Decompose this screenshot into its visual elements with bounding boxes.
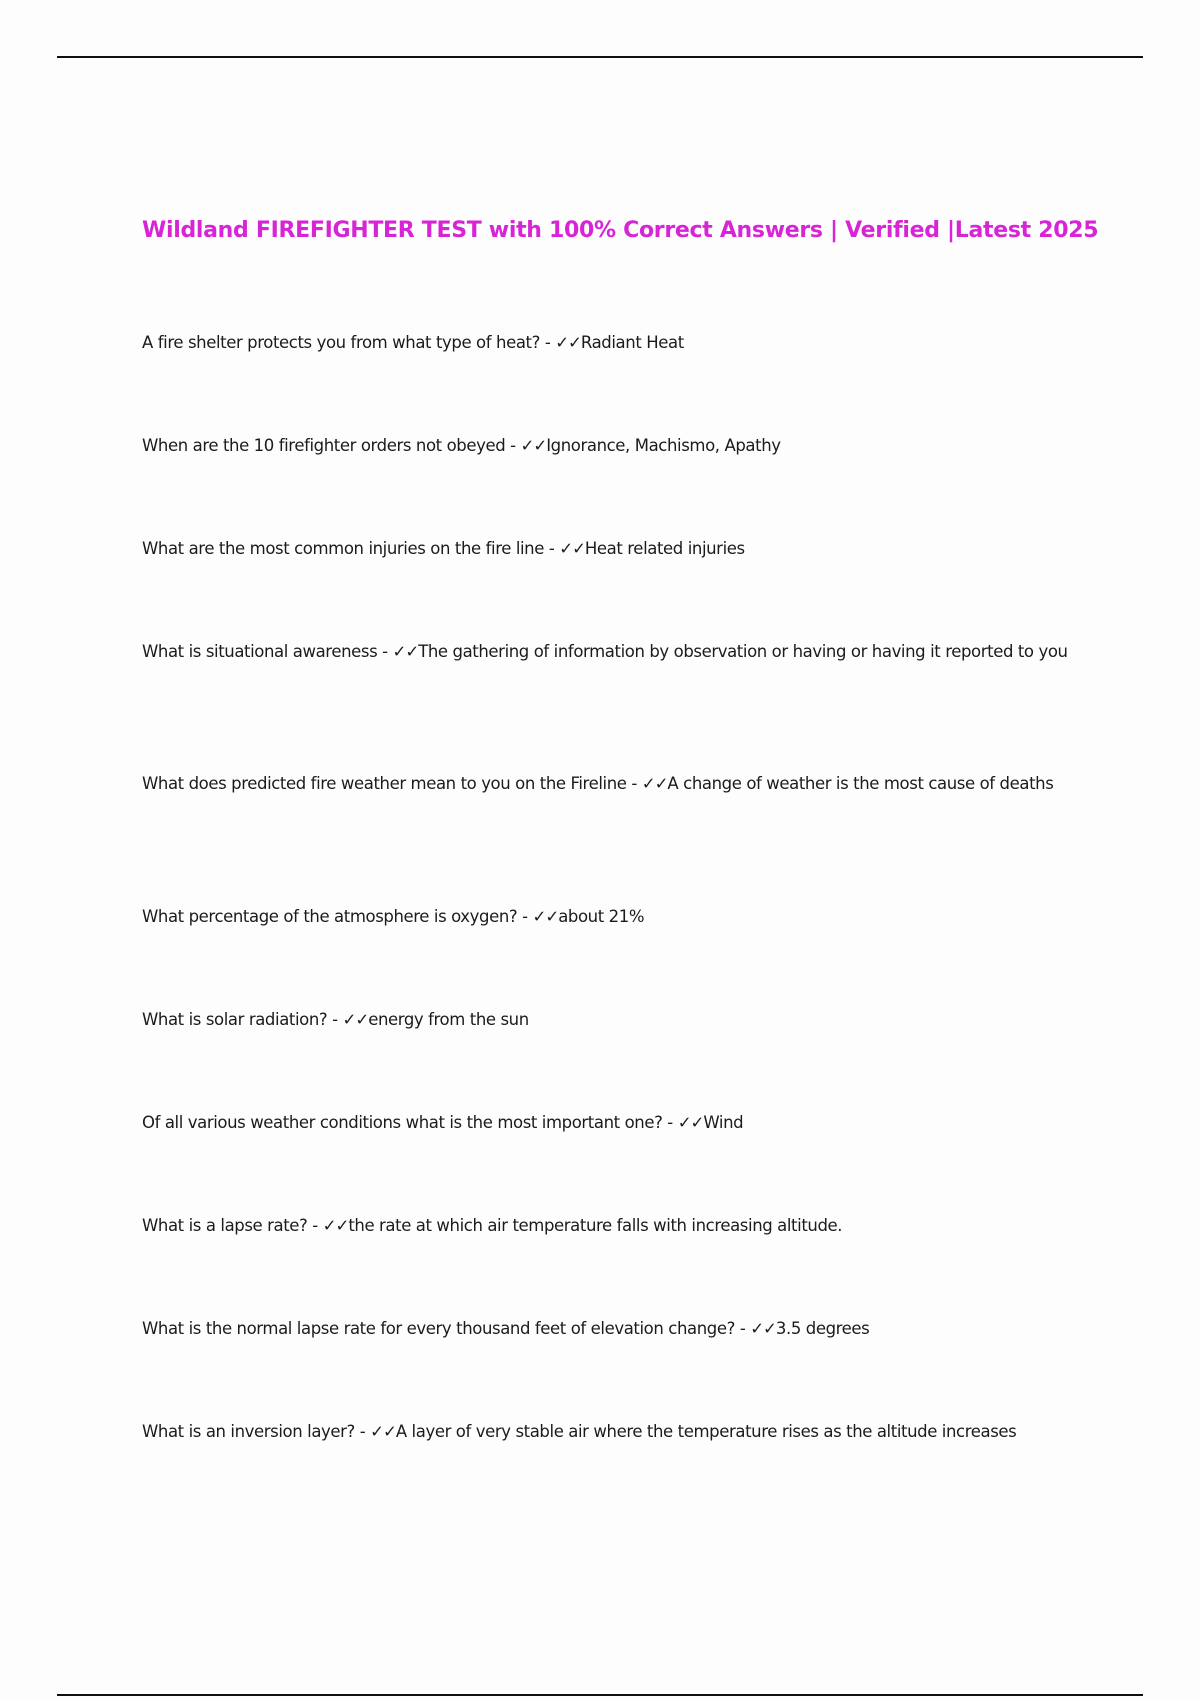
qa-item [142, 1107, 1072, 1138]
answer-text: Ignorance, Machismo, Apathy [546, 436, 781, 455]
answer-text: Radiant Heat [580, 333, 684, 352]
question-text: When are the 10 firefighter orders not obeyed [142, 436, 506, 455]
qa-item [142, 636, 1072, 667]
qa-item [142, 901, 1072, 932]
check-mark-icon: ✓✓ [322, 1216, 349, 1235]
header-rule [57, 56, 1143, 58]
answer-text: about 21% [558, 907, 645, 926]
question-text: Of all various weather conditions what is the most important one? [142, 1113, 663, 1132]
question-text: What percentage of the atmosphere is oxygen? [142, 907, 518, 926]
check-mark-icon: ✓✓ [559, 539, 585, 558]
qa-item [142, 1313, 1072, 1344]
separator: - [662, 1113, 678, 1132]
qa-item [142, 1004, 1072, 1035]
check-mark-icon: ✓✓ [677, 1113, 704, 1132]
answer-text: Heat related injuries [584, 539, 745, 558]
qa-item [142, 1210, 1072, 1241]
check-mark-icon: ✓✓ [520, 436, 547, 455]
question-text: What is the normal lapse rate for every thousand feet of elevation change? [142, 1319, 735, 1338]
question-text: What is an inversion layer? [142, 1422, 355, 1441]
separator: - [517, 907, 533, 926]
question-text: What are the most common injuries on the fire line [142, 539, 544, 558]
answer-text: Wind [703, 1113, 744, 1132]
footer-rule [57, 1694, 1143, 1696]
qa-item [142, 533, 1072, 564]
qa-item [142, 1416, 1072, 1447]
question-text: What is solar radiation? [142, 1010, 328, 1029]
separator: - [544, 539, 560, 558]
question-text: What is situational awareness [142, 642, 378, 661]
answer-text: A change of weather is the most cause of deaths [667, 774, 1054, 793]
separator: - [505, 436, 521, 455]
answer-text: The gathering of information by observation or having or having it reported to you [418, 642, 1068, 661]
separator: - [626, 774, 642, 793]
question-text: What is a lapse rate? [142, 1216, 308, 1235]
separator: - [354, 1422, 371, 1441]
qa-item [142, 327, 1072, 358]
check-mark-icon: ✓✓ [392, 642, 419, 661]
check-mark-icon: ✓✓ [750, 1319, 776, 1338]
check-mark-icon: ✓✓ [555, 333, 581, 352]
question-text: A fire shelter protects you from what type of heat? [142, 333, 540, 352]
document-title: Wildland FIREFIGHTER TEST with 100% Correct Answers | Verified |Latest 2025 [142, 218, 1099, 243]
answer-text: A layer of very stable air where the temperature rises as the altitude increases [395, 1422, 1017, 1441]
qa-item [142, 768, 1072, 799]
check-mark-icon: ✓✓ [641, 774, 668, 793]
answer-text: 3.5 degrees [775, 1319, 870, 1338]
separator: - [307, 1216, 323, 1235]
question-text: What does predicted fire weather mean to you on the Fireline [142, 774, 627, 793]
qa-item [142, 430, 1072, 461]
separator: - [734, 1319, 751, 1338]
check-mark-icon: ✓✓ [532, 907, 559, 926]
separator: - [539, 333, 556, 352]
separator: - [377, 642, 393, 661]
answer-text: energy from the sun [368, 1010, 529, 1029]
answer-text: the rate at which air temperature falls with increasing altitude. [348, 1216, 843, 1235]
check-mark-icon: ✓✓ [342, 1010, 369, 1029]
check-mark-icon: ✓✓ [370, 1422, 396, 1441]
separator: - [327, 1010, 343, 1029]
